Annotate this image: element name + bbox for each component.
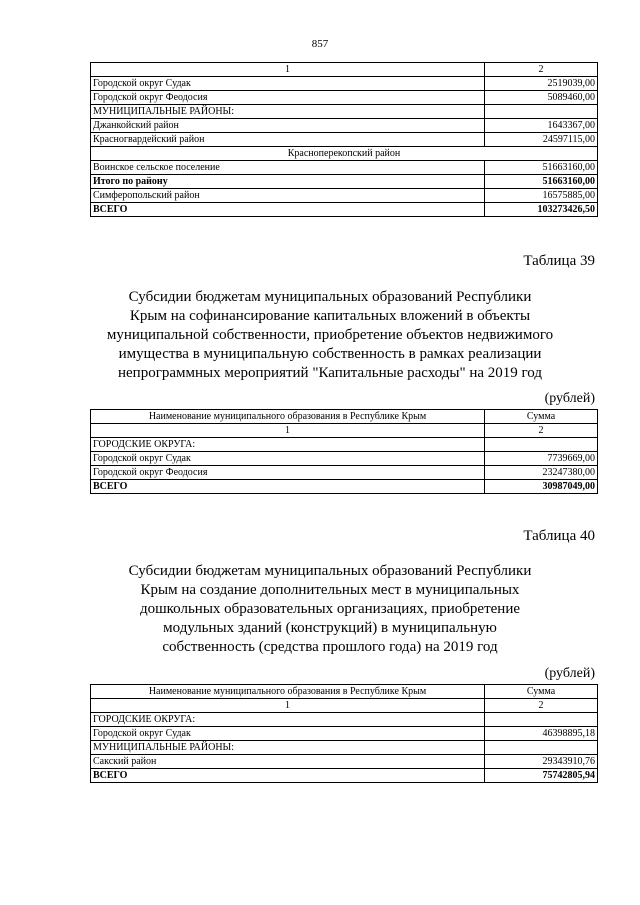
table-row <box>91 727 598 741</box>
row-name: Воинское сельское поселение <box>91 161 485 175</box>
title-line: Крым на софинансирование капитальных вложений в объекты <box>129 308 531 324</box>
column-header: Сумма <box>485 410 598 424</box>
column-header: Сумма <box>485 685 598 699</box>
table-number-row <box>91 424 598 438</box>
row-value: 23247380,00 <box>485 466 598 480</box>
row-value: 51663160,00 <box>485 161 598 175</box>
row-name: МУНИЦИПАЛЬНЫЕ РАЙОНЫ: <box>91 741 485 755</box>
table-40 <box>90 684 598 783</box>
table-group-row <box>91 147 598 161</box>
row-name: МУНИЦИПАЛЬНЫЕ РАЙОНЫ: <box>91 105 485 119</box>
table-row <box>91 91 598 105</box>
table-row <box>91 452 598 466</box>
row-name: Симферопольский район <box>91 189 485 203</box>
row-value: 46398895,18 <box>485 727 598 741</box>
table-row <box>91 466 598 480</box>
title-line: Субсидии бюджетам муниципальных образований Республики <box>128 289 532 305</box>
row-name: Джанкойский район <box>91 119 485 133</box>
row-name: Городской округ Судак <box>91 727 485 741</box>
table-row <box>91 119 598 133</box>
title-line: собственность (средства прошлого года) на 2019 год <box>162 639 498 655</box>
col-number-cell: 2 <box>485 424 598 438</box>
row-value: 75742805,94 <box>485 769 598 783</box>
col-number-cell: 2 <box>485 699 598 713</box>
row-name: ВСЕГО <box>91 480 485 494</box>
title-line: непрограммных мероприятий "Капитальные расходы" на 2019 год <box>118 365 542 381</box>
row-name: Итого по району <box>91 175 485 189</box>
row-name: Городской округ Судак <box>91 77 485 91</box>
row-value: 1643367,00 <box>485 119 598 133</box>
continued-table <box>90 62 598 217</box>
table-total-row <box>91 203 598 217</box>
row-name: Городской округ Феодосия <box>91 466 485 480</box>
table-header-row <box>91 685 598 699</box>
table-header-row <box>91 410 598 424</box>
title-line: муниципальной собственности, приобретение объектов недвижимого <box>106 327 554 343</box>
column-header: Наименование муниципального образования в Республике Крым <box>91 410 485 424</box>
row-value <box>485 713 598 727</box>
table-row <box>91 133 598 147</box>
row-value: 24597115,00 <box>485 133 598 147</box>
row-name: ГОРОДСКИЕ ОКРУГА: <box>91 713 485 727</box>
column-header: Наименование муниципального образования в Республике Крым <box>91 685 485 699</box>
table-number-row <box>91 699 598 713</box>
table-39-label: Таблица 39 <box>523 253 595 269</box>
table-39 <box>90 409 598 494</box>
row-value: 103273426,50 <box>485 203 598 217</box>
table-40-label: Таблица 40 <box>523 528 595 544</box>
row-value <box>485 105 598 119</box>
table-row <box>91 713 598 727</box>
table-number-row <box>91 63 598 77</box>
row-name: Красногвардейский район <box>91 133 485 147</box>
col-number-cell: 1 <box>91 699 485 713</box>
row-value: 51663160,00 <box>485 175 598 189</box>
table-39-unit: (рублей) <box>544 391 595 406</box>
row-value: 29343910,76 <box>485 755 598 769</box>
col-number-cell: 2 <box>485 63 598 77</box>
row-name: Сакский район <box>91 755 485 769</box>
table-row <box>91 105 598 119</box>
row-name: ВСЕГО <box>91 203 485 217</box>
table-40-unit: (рублей) <box>544 666 595 681</box>
table-total-row <box>91 769 598 783</box>
title-line: Крым на создание дополнительных мест в муниципальных <box>140 582 520 598</box>
col-number-cell: 1 <box>91 424 485 438</box>
table-row <box>91 189 598 203</box>
table-row <box>91 77 598 91</box>
row-value: 30987049,00 <box>485 480 598 494</box>
title-line: имущества в муниципальную собственность в рамках реализации <box>118 346 542 362</box>
row-value: 7739669,00 <box>485 452 598 466</box>
title-line: дошкольных образовательных организациях, приобретение <box>139 601 521 617</box>
group-heading: Красноперекопский район <box>91 147 598 161</box>
table-subtotal-row <box>91 175 598 189</box>
table-row <box>91 755 598 769</box>
row-name: ВСЕГО <box>91 769 485 783</box>
row-value <box>485 741 598 755</box>
table-39-title <box>90 288 570 383</box>
table-40-title <box>90 562 570 657</box>
table-row <box>91 438 598 452</box>
title-line: Субсидии бюджетам муниципальных образований Республики <box>128 563 532 579</box>
table-total-row <box>91 480 598 494</box>
row-value: 16575885,00 <box>485 189 598 203</box>
col-number-cell: 1 <box>91 63 485 77</box>
row-value: 5089460,00 <box>485 91 598 105</box>
table-row <box>91 161 598 175</box>
row-name: Городской округ Судак <box>91 452 485 466</box>
row-name: Городской округ Феодосия <box>91 91 485 105</box>
row-value: 2519039,00 <box>485 77 598 91</box>
table-row <box>91 741 598 755</box>
title-line: модульных зданий (конструкций) в муниципальную <box>163 620 497 636</box>
row-name: ГОРОДСКИЕ ОКРУГА: <box>91 438 485 452</box>
page-number: 857 <box>311 38 329 50</box>
row-value <box>485 438 598 452</box>
